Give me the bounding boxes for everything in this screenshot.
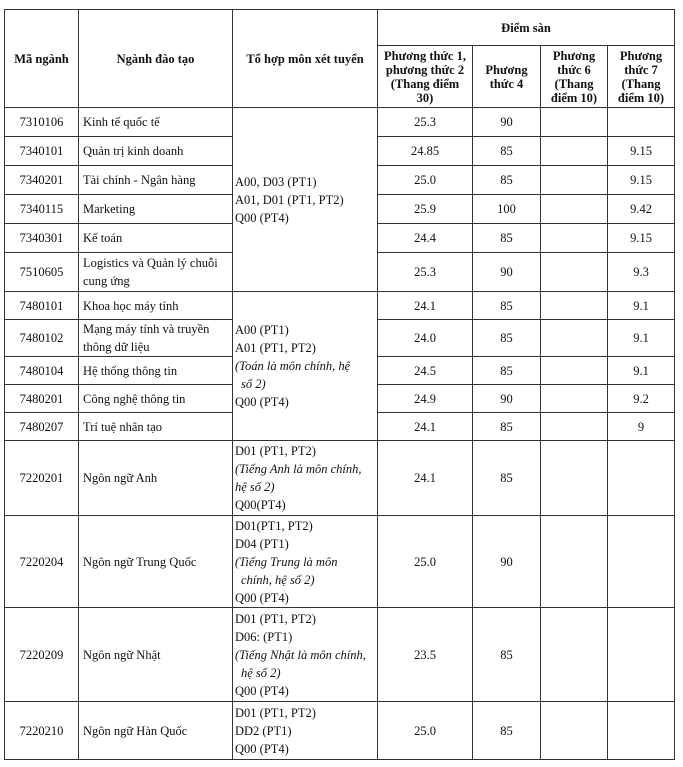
- combo-line: số 2): [241, 377, 266, 391]
- row-name-line: thông dữ liệu: [83, 340, 150, 354]
- combo-line: (Tiếng Anh là môn chính,: [235, 462, 362, 476]
- row-pt4: 85: [473, 224, 541, 253]
- row-pt12: 24.1: [378, 441, 473, 516]
- row-code: 7220210: [5, 702, 79, 760]
- row-name: Tài chính - Ngân hàng: [79, 166, 233, 195]
- row-pt12: 25.0: [378, 516, 473, 608]
- combo-line: A01, D01 (PT1, PT2): [235, 192, 344, 207]
- row-code: 7480201: [5, 385, 79, 413]
- table-row: [5, 516, 675, 608]
- row-code: 7480101: [5, 292, 79, 320]
- row-pt6: [541, 166, 608, 195]
- row-pt4: 90: [473, 385, 541, 413]
- row-pt4: 85: [473, 292, 541, 320]
- combo-line: D01 (PT1, PT2): [235, 444, 316, 458]
- header-diem-san: Điểm sàn: [378, 10, 675, 46]
- row-code: 7340201: [5, 166, 79, 195]
- row-pt12: 23.5: [378, 608, 473, 702]
- combo-line: Q00 (PT4): [235, 741, 289, 756]
- combo-group-chinese: [233, 516, 378, 608]
- combo-line: Q00 (PT4): [235, 590, 289, 605]
- row-code: 7340115: [5, 195, 79, 224]
- row-pt4: 85: [473, 608, 541, 702]
- row-pt4: 85: [473, 137, 541, 166]
- row-pt7: 9.15: [608, 166, 675, 195]
- combo-line: hệ số 2): [241, 665, 281, 680]
- row-pt12: 25.0: [378, 702, 473, 760]
- row-pt12: 24.9: [378, 385, 473, 413]
- row-pt7: [608, 702, 675, 760]
- header-to-hop: Tổ hợp môn xét tuyển: [233, 10, 378, 108]
- row-pt6: [541, 608, 608, 702]
- table-row: [5, 292, 675, 320]
- row-pt6: [541, 516, 608, 608]
- row-pt12: 24.1: [378, 413, 473, 441]
- row-name: Hệ thống thông tin: [79, 357, 233, 385]
- row-pt6: [541, 702, 608, 760]
- header-row-1: [5, 10, 675, 46]
- header-ma-nganh: Mã ngành: [5, 10, 79, 108]
- row-name: Ngôn ngữ Trung Quốc: [79, 516, 233, 608]
- row-name: Marketing: [79, 195, 233, 224]
- row-pt4: 90: [473, 253, 541, 292]
- row-pt7: 9.42: [608, 195, 675, 224]
- row-name: Kinh tế quốc tế: [79, 108, 233, 137]
- row-pt6: [541, 137, 608, 166]
- row-pt7: 9.15: [608, 137, 675, 166]
- combo-group-english: [233, 441, 378, 516]
- row-pt7: [608, 516, 675, 608]
- header-nganh-dao-tao: Ngành đào tạo: [79, 10, 233, 108]
- header-pt7: Phương thức 7 (Thang điểm 10): [608, 46, 675, 108]
- table-row: [5, 108, 675, 137]
- table-row: [5, 608, 675, 702]
- combo-group-japanese: [233, 608, 378, 702]
- header-pt4: Phương thức 4: [473, 46, 541, 108]
- row-name-line: cung ứng: [83, 274, 130, 288]
- row-name: Trí tuệ nhân tạo: [79, 413, 233, 441]
- row-name: Khoa học máy tính: [79, 292, 233, 320]
- combo-line: (Tiếng Nhật là môn chính,: [235, 647, 366, 662]
- row-name: Ngôn ngữ Nhật: [79, 608, 233, 702]
- row-name: [79, 253, 233, 292]
- row-pt12: 24.5: [378, 357, 473, 385]
- combo-group-economics: [233, 108, 378, 292]
- row-pt6: [541, 413, 608, 441]
- row-code: 7310106: [5, 108, 79, 137]
- row-name-line: Mạng máy tính và truyền: [83, 322, 210, 336]
- row-pt12: 25.9: [378, 195, 473, 224]
- row-pt4: 85: [473, 702, 541, 760]
- row-pt7: 9: [608, 413, 675, 441]
- row-code: 7340301: [5, 224, 79, 253]
- row-pt6: [541, 195, 608, 224]
- combo-line: D01 (PT1, PT2): [235, 705, 316, 720]
- row-pt7: 9.1: [608, 292, 675, 320]
- row-code: 7480207: [5, 413, 79, 441]
- row-name: [79, 320, 233, 357]
- header-pt6: Phương thức 6 (Thang điểm 10): [541, 46, 608, 108]
- row-pt7: 9.3: [608, 253, 675, 292]
- row-code: 7220201: [5, 441, 79, 516]
- row-code: 7510605: [5, 253, 79, 292]
- combo-group-it: [233, 292, 378, 441]
- row-pt7: [608, 441, 675, 516]
- row-pt7: 9.15: [608, 224, 675, 253]
- combo-line: D06: (PT1): [235, 629, 293, 644]
- combo-line: hệ số 2): [235, 480, 275, 494]
- row-pt12: 25.0: [378, 166, 473, 195]
- combo-group-korean: [233, 702, 378, 760]
- score-table: [4, 9, 675, 760]
- row-pt4: 85: [473, 357, 541, 385]
- row-pt7: 9.1: [608, 357, 675, 385]
- row-pt4: 85: [473, 441, 541, 516]
- row-pt6: [541, 320, 608, 357]
- row-pt6: [541, 108, 608, 137]
- combo-line: D01 (PT1, PT2): [235, 611, 316, 626]
- row-pt6: [541, 385, 608, 413]
- row-pt7: [608, 108, 675, 137]
- row-pt6: [541, 253, 608, 292]
- row-pt6: [541, 441, 608, 516]
- row-pt4: 85: [473, 320, 541, 357]
- combo-line: Q00 (PT4): [235, 210, 289, 225]
- combo-line: Q00 (PT4): [235, 683, 289, 698]
- row-code: 7220209: [5, 608, 79, 702]
- combo-line: A01 (PT1, PT2): [235, 341, 316, 355]
- row-pt4: 90: [473, 516, 541, 608]
- row-name: Ngôn ngữ Hàn Quốc: [79, 702, 233, 760]
- header-pt12: Phương thức 1, phương thức 2 (Thang điểm 30): [378, 46, 473, 108]
- score-table-wrapper: [4, 9, 675, 760]
- combo-line: (Tiếng Trung là môn: [235, 554, 338, 569]
- row-pt6: [541, 292, 608, 320]
- combo-line: Q00 (PT4): [235, 395, 289, 409]
- row-pt6: [541, 224, 608, 253]
- row-pt12: 24.1: [378, 292, 473, 320]
- row-code: 7480104: [5, 357, 79, 385]
- row-pt7: 9.2: [608, 385, 675, 413]
- row-pt12: 24.85: [378, 137, 473, 166]
- combo-line: A00 (PT1): [235, 323, 289, 337]
- row-pt7: 9.1: [608, 320, 675, 357]
- row-name: Quản trị kinh doanh: [79, 137, 233, 166]
- row-code: 7480102: [5, 320, 79, 357]
- combo-line: DD2 (PT1): [235, 723, 292, 738]
- row-name: Kế toán: [79, 224, 233, 253]
- row-pt7: [608, 608, 675, 702]
- row-pt4: 90: [473, 108, 541, 137]
- combo-line: (Toán là môn chính, hệ: [235, 359, 351, 373]
- table-row: [5, 702, 675, 760]
- row-name-line: Logistics và Quản lý chuỗi: [83, 256, 218, 270]
- row-pt12: 24.0: [378, 320, 473, 357]
- row-pt6: [541, 357, 608, 385]
- table-row: [5, 441, 675, 516]
- row-name: Công nghệ thông tin: [79, 385, 233, 413]
- row-pt4: 85: [473, 166, 541, 195]
- combo-line: A00, D03 (PT1): [235, 174, 317, 189]
- row-code: 7340101: [5, 137, 79, 166]
- row-name: Ngôn ngữ Anh: [79, 441, 233, 516]
- row-code: 7220204: [5, 516, 79, 608]
- combo-line: Q00(PT4): [235, 498, 286, 512]
- row-pt4: 100: [473, 195, 541, 224]
- row-pt4: 85: [473, 413, 541, 441]
- combo-line: D01(PT1, PT2): [235, 518, 313, 533]
- row-pt12: 24.4: [378, 224, 473, 253]
- combo-line: chính, hệ số 2): [241, 572, 315, 587]
- row-pt12: 25.3: [378, 108, 473, 137]
- combo-line: D04 (PT1): [235, 536, 289, 551]
- row-pt12: 25.3: [378, 253, 473, 292]
